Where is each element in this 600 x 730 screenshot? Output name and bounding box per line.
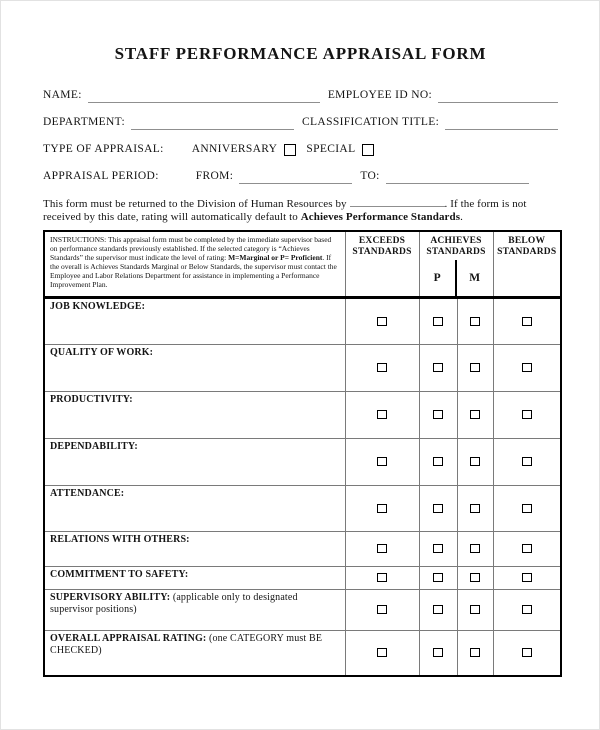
classification-title-field-line[interactable] — [445, 116, 558, 130]
name-label: NAME: — [43, 89, 82, 101]
instructions-text: INSTRUCTIONS: This appraisal form must be completed by the immediate supervisor based on performance standards previously established. If the selected category is “Achieves Standards” the supervisor must indicate the level of rating: — [50, 235, 332, 262]
row-label: ATTENDANCE: — [50, 488, 125, 499]
name-field-line[interactable] — [88, 89, 320, 103]
achieves-p-cell — [419, 567, 457, 590]
exceeds-checkbox[interactable] — [377, 573, 387, 582]
header-achieves-standards: ACHIEVES STANDARDS — [426, 236, 486, 257]
notice-bold-phrase: Achieves Performance Standards — [300, 211, 461, 223]
row-label: DEPENDABILITY: — [50, 441, 138, 452]
employee-id-field-line[interactable] — [438, 89, 558, 103]
exceeds-cell — [345, 486, 419, 532]
pm-subheader-row — [420, 260, 493, 296]
header-achieves-standards-cell — [419, 231, 493, 298]
achieves-p-checkbox[interactable] — [433, 504, 443, 513]
achieves-m-cell — [457, 345, 493, 392]
row-label-cell — [44, 532, 345, 567]
row-label-cell — [44, 439, 345, 486]
row-label-cell — [44, 567, 345, 590]
from-field-line[interactable] — [239, 170, 352, 184]
achieves-m-cell — [457, 590, 493, 631]
instructions-bold: M=Marginal or P= Proficient — [228, 253, 323, 262]
exceeds-cell — [345, 345, 419, 392]
achieves-m-checkbox[interactable] — [470, 504, 480, 513]
achieves-m-cell — [457, 392, 493, 439]
achieves-m-checkbox[interactable] — [470, 410, 480, 419]
exceeds-cell — [345, 631, 419, 676]
appraisal-period-label: APPRAISAL PERIOD: — [43, 170, 159, 182]
table-row-relations-with-others — [44, 532, 561, 567]
achieves-m-checkbox[interactable] — [470, 317, 480, 326]
achieves-p-checkbox[interactable] — [433, 410, 443, 419]
return-notice — [43, 196, 558, 224]
below-checkbox[interactable] — [522, 544, 532, 553]
below-cell — [493, 631, 561, 676]
exceeds-checkbox[interactable] — [377, 605, 387, 614]
header-m: M — [469, 271, 481, 284]
below-cell — [493, 392, 561, 439]
exceeds-cell — [345, 590, 419, 631]
table-row-commitment-to-safety — [44, 567, 561, 590]
below-cell — [493, 439, 561, 486]
achieves-p-checkbox[interactable] — [433, 605, 443, 614]
exceeds-checkbox[interactable] — [377, 317, 387, 326]
achieves-p-checkbox[interactable] — [433, 648, 443, 657]
achieves-p-checkbox[interactable] — [433, 544, 443, 553]
department-label: DEPARTMENT: — [43, 116, 126, 128]
exceeds-cell — [345, 392, 419, 439]
special-checkbox[interactable] — [362, 144, 374, 156]
row-label: RELATIONS WITH OTHERS: — [50, 534, 190, 545]
achieves-m-checkbox[interactable] — [470, 648, 480, 657]
row-label: COMMITMENT TO SAFETY: — [50, 569, 189, 580]
to-label: TO: — [360, 170, 380, 182]
achieves-m-cell — [457, 486, 493, 532]
achieves-header-wrap — [420, 232, 493, 296]
table-row-overall-appraisal-rating — [44, 631, 561, 676]
achieves-m-checkbox[interactable] — [470, 573, 480, 582]
row-label: JOB KNOWLEDGE: — [50, 301, 146, 312]
achieves-p-checkbox[interactable] — [433, 317, 443, 326]
row-label: OVERALL APPRAISAL RATING: — [50, 633, 207, 644]
achieves-m-cell — [457, 298, 493, 345]
exceeds-cell — [345, 532, 419, 567]
instructions-text-2: . If the overall is Achieves Standards Marginal or Below Standards, the supervisor must contact the Employee and Labor Relations Department for assistance in implementing a Performance Improvement Plan. — [50, 253, 337, 289]
row-label: QUALITY OF WORK: — [50, 347, 154, 358]
notice-period: . — [460, 211, 463, 223]
header-exceeds-standards: EXCEEDS STANDARDS — [345, 231, 419, 298]
notice-text-before: This form must be returned to the Division of Human Resources by — [43, 198, 350, 210]
exceeds-checkbox[interactable] — [377, 544, 387, 553]
row-label: PRODUCTIVITY: — [50, 394, 133, 405]
below-checkbox[interactable] — [522, 605, 532, 614]
below-checkbox[interactable] — [522, 648, 532, 657]
row-label-cell — [44, 345, 345, 392]
return-date-line[interactable] — [350, 196, 445, 207]
type-of-appraisal-row — [43, 142, 558, 157]
anniversary-checkbox[interactable] — [284, 144, 296, 156]
table-row-supervisory-ability — [44, 590, 561, 631]
achieves-p-cell — [419, 298, 457, 345]
achieves-p-cell — [419, 486, 457, 532]
header-below-standards: BELOW STANDARDS — [493, 231, 561, 298]
exceeds-cell — [345, 567, 419, 590]
appraisal-table — [43, 230, 562, 677]
below-cell — [493, 345, 561, 392]
achieves-p-cell — [419, 392, 457, 439]
achieves-m-checkbox[interactable] — [470, 363, 480, 372]
achieves-p-checkbox[interactable] — [433, 573, 443, 582]
achieves-p-checkbox[interactable] — [433, 457, 443, 466]
row-label-cell — [44, 486, 345, 532]
below-checkbox[interactable] — [522, 410, 532, 419]
page-title: STAFF PERFORMANCE APPRAISAL FORM — [114, 44, 487, 63]
achieves-m-checkbox[interactable] — [470, 457, 480, 466]
exceeds-cell — [345, 298, 419, 345]
achieves-p-checkbox[interactable] — [433, 363, 443, 372]
form-content — [1, 44, 599, 677]
instructions-cell — [44, 231, 345, 298]
achieves-p-cell — [419, 532, 457, 567]
exceeds-checkbox[interactable] — [377, 457, 387, 466]
name-row — [43, 88, 558, 103]
employee-id-label: EMPLOYEE ID NO: — [327, 89, 433, 101]
below-checkbox[interactable] — [522, 573, 532, 582]
table-row-dependability — [44, 439, 561, 486]
table-row-quality-of-work — [44, 345, 561, 392]
anniversary-label: ANNIVERSARY — [191, 143, 278, 155]
exceeds-checkbox[interactable] — [377, 363, 387, 372]
type-of-appraisal-label: TYPE OF APPRAISAL: — [43, 143, 164, 155]
row-label-cell — [44, 392, 345, 439]
classification-title-label: CLASSIFICATION TITLE: — [302, 116, 440, 128]
below-checkbox[interactable] — [522, 317, 532, 326]
appraisal-period-row — [43, 169, 558, 184]
achieves-m-cell — [457, 532, 493, 567]
exceeds-cell — [345, 439, 419, 486]
exceeds-checkbox[interactable] — [377, 504, 387, 513]
below-cell — [493, 486, 561, 532]
achieves-p-cell — [419, 439, 457, 486]
achieves-p-cell — [419, 590, 457, 631]
achieves-m-cell — [457, 631, 493, 676]
notice-text-after: . If the form is not received by this date, rating will automatically default to — [43, 198, 527, 223]
to-field-line[interactable] — [386, 170, 529, 184]
below-checkbox[interactable] — [522, 504, 532, 513]
table-row-productivity — [44, 392, 561, 439]
table-row-job-knowledge — [44, 298, 561, 345]
exceeds-checkbox[interactable] — [377, 648, 387, 657]
below-cell — [493, 567, 561, 590]
below-checkbox[interactable] — [522, 363, 532, 372]
achieves-m-cell — [457, 439, 493, 486]
row-label-cell — [44, 298, 345, 345]
below-cell — [493, 590, 561, 631]
achieves-m-checkbox[interactable] — [470, 605, 480, 614]
achieves-p-cell — [419, 345, 457, 392]
table-row-attendance — [44, 486, 561, 532]
from-label: FROM: — [195, 170, 234, 182]
header-p: P — [420, 260, 458, 296]
row-label-cell — [44, 631, 345, 676]
below-cell — [493, 298, 561, 345]
table-header-row — [44, 231, 561, 298]
department-field-line[interactable] — [131, 116, 294, 130]
below-checkbox[interactable] — [522, 457, 532, 466]
row-label-cell — [44, 590, 345, 631]
special-label: SPECIAL — [306, 143, 356, 155]
row-note: (one CATEGORY must BE CHECKED) — [50, 633, 323, 656]
exceeds-checkbox[interactable] — [377, 410, 387, 419]
achieves-m-cell — [457, 567, 493, 590]
below-cell — [493, 532, 561, 567]
row-label: SUPERVISORY ABILITY: — [50, 592, 171, 603]
department-row — [43, 115, 558, 130]
achieves-p-cell — [419, 631, 457, 676]
achieves-m-checkbox[interactable] — [470, 544, 480, 553]
row-note: (applicable only to designated supervisor positions) — [50, 592, 298, 615]
